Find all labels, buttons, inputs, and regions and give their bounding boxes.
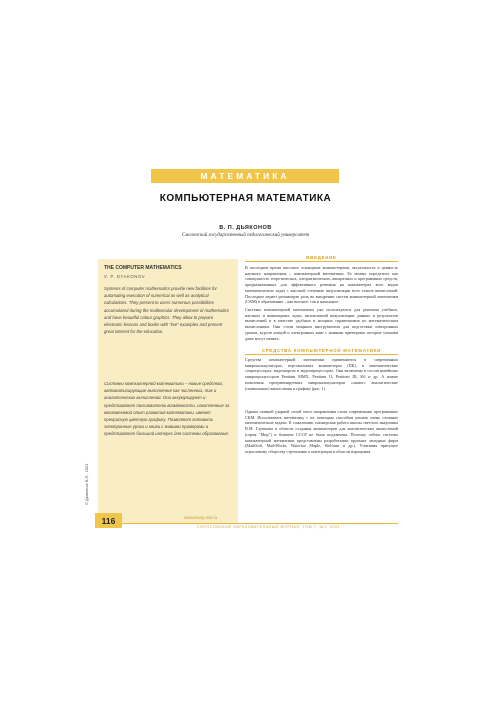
author-affiliation: Смоленский государственный педагогический университет bbox=[181, 233, 310, 238]
body-paragraph: Однако главной ударной силой этого направления стали современные программные СКМ. Использовать математику с их помощью способны решать очень сложные математические задачи. К сожалению, пионерская работа школы светлого академика В.М. Глушкова в области создания компьютеров для аналитических вычислений (серия "Мир") и бывшем СССР не была подхвачена. Поэтому сейчас системы компьютерной математики представлены разработками крупных западных фирм (MathSoft, MathWorks, Waterloo Maple, Wolfram и др.). Учитывая присущее отраслевому обществу стремление к интеграции и области взращения bbox=[245, 409, 398, 454]
article-title: КОМПЬЮТЕРНАЯ МАТЕМАТИКА bbox=[159, 193, 332, 204]
copyright-notice: © Дьяконов В.П., 2001 bbox=[84, 463, 89, 505]
body-paragraph: Средства компьютерной математики применяются в современных микрокалькуляторах, персональных компьютерах (ПК), в математических сопроцессорах, видеокартах и видеопроцессорах. Они включены в состав новейших микропроцессоров Pentium MMX, Pentium II, Pentium III, K6 и др. А новые поколения программируемых микрокалькуляторов «знают» аналитические (символьные) вычисления и графику (рис. 1). bbox=[245, 357, 398, 391]
journal-name: СОРОСОВСКИЙ ОБРАЗОВАТЕЛЬНЫЙ ЖУРНАЛ, ТОМ 7, №1, 2001 bbox=[197, 525, 341, 529]
section-heading-tools: СРЕДСТВА КОМПЬЮТЕРНОЙ МАТЕМАТИКИ bbox=[245, 348, 398, 355]
russian-abstract: Системы компьютерной математики – новые средства, автоматизирующие выполнение как численных, так и аналитических вычислений. Они аккумулируют и представляют пользователю возможности, накопленные за многовековой опыт развития математики, имеют прекрасную цветную графику. Позволяют готовить электронные уроки и книги с живыми примерами и представляют большой интерес для системы образования. bbox=[104, 381, 230, 437]
page-number: 116 bbox=[95, 513, 122, 528]
english-author: V. P. DYAKONOV bbox=[104, 274, 146, 279]
section-label: МАТЕМАТИКА bbox=[151, 169, 339, 183]
section-heading-introduction: ВВЕДЕНИЕ bbox=[245, 255, 398, 262]
footer-rule bbox=[122, 523, 398, 524]
body-paragraph: Системы компьютерной математики уже используются для решения учебных, научных и инженерных задач, интенсивной визуализации данных и результатов вычислений и в качестве удобных и мощных справочников по математическим вычислениям. Они стали мощным инструментом для подготовки электронных уроков, курсов лекций и электронных книг с живыми примерами, которые ученики даже могут менять. bbox=[245, 307, 398, 341]
body-paragraph: В последние время массовое оснащение компьютерами, актуальность и ценность научного направления – компьютерной математики. Ее можно определить как совокупность теоретических, алгоритмических, аппаратных и программных средств, предназначенных для эффективного решения на компьютерах всех видов математических задач с высокой степенью визуализации всех этапов вычислений. Последнее играет решающую роль во внедрении систем компьютерной математики (СКМ) в образование – как высшее, так и начальное. bbox=[245, 265, 398, 305]
journal-url[interactable]: www.issep.rssi.ru bbox=[184, 515, 218, 520]
english-abstract: Systems of computer mathematics provide new facilities for automating execution of numerical as well as analytical calculations. They present to users numerous possibilities accumulated during the multisecular development of mathematics and have beautiful colour graphics. They allow to prepare electronic lessons and books with "live" examples and present great interest for the education. bbox=[104, 286, 229, 335]
english-title: THE COMPUTER MATHEMATICS bbox=[104, 265, 182, 271]
author-name: В. П. ДЬЯКОНОВ bbox=[219, 225, 272, 231]
